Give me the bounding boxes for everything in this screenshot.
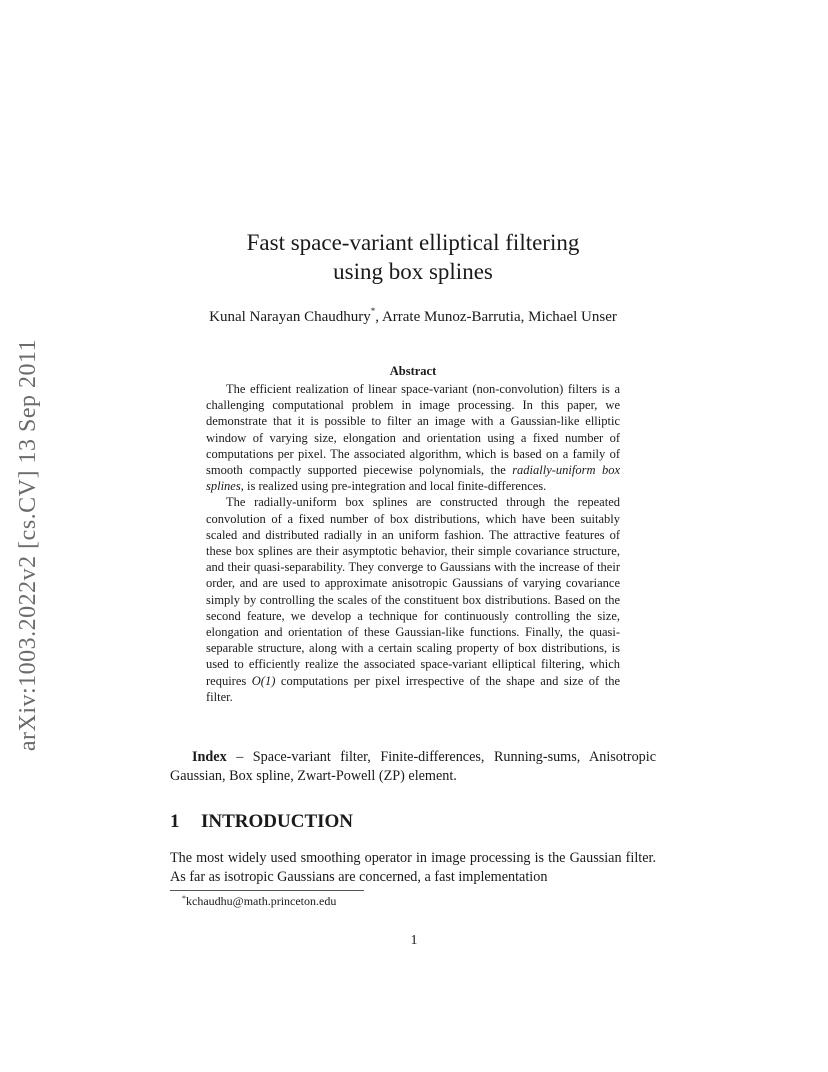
abstract-heading: Abstract bbox=[389, 364, 437, 378]
first-author: Kunal Narayan Chaudhury bbox=[209, 309, 371, 325]
abstract-p1-text: The efficient realization of linear space-variant (non-convolution) filters is a challenging computational problem in image processing. In this paper, we demonstrate that it is possible to filter an image with a Gaussian-like elliptic window of varying size, elongation and orientation using a fixed number of computations per pixel. The associated algorithm, which is based on a family of smooth compactly supported piecewise polynomials, the bbox=[206, 382, 620, 478]
index-label: Index bbox=[192, 749, 227, 765]
section-title: INTRODUCTION bbox=[201, 811, 354, 832]
arxiv-identifier-stamp: arXiv:1003.2022v2 [cs.CV] 13 Sep 2011 bbox=[15, 338, 41, 752]
abstract-paragraph-1 bbox=[206, 381, 620, 494]
title-line-2: using box splines bbox=[333, 259, 493, 284]
footnote-rule bbox=[170, 890, 364, 891]
abstract-p2-math: O(1) bbox=[251, 673, 276, 688]
section-heading bbox=[170, 811, 656, 833]
abstract-paragraph-2 bbox=[206, 494, 620, 705]
abstract-body bbox=[206, 381, 620, 705]
abstract-p2-text-end: computations per pixel irrespective of the shape and size of the filter. bbox=[206, 673, 620, 704]
footnote-email: kchaudhu@math.princeton.edu bbox=[186, 894, 337, 908]
section-number: 1 bbox=[170, 811, 180, 832]
abstract-p2-text: The radially-uniform box splines are constructed through the repeated convolution of a fixed number of box distributions, which have been suitably scaled and distributed radially in an uniform fashion. The attractive features of these box splines are their asymptotic behavior, their simple covariance structure, and their quasi-separability. They converge to Gaussians with the increase of their order, and are used to approximate anisotropic Gaussians of varying covariance simply by controlling the scales of the constituent box distributions. Based on the second feature, we develop a technique for continuously controlling the size, elongation and orientation of these Gaussian-like functions. Finally, the quasi-separable structure, along with a certain scaling property of box distributions, is used to efficiently realize the associated space-variant elliptical filtering, which requires bbox=[206, 495, 620, 688]
title-line-1: Fast space-variant elliptical filtering bbox=[246, 230, 580, 255]
abstract-p1-italic: radially-uniform box splines bbox=[206, 463, 620, 494]
footnote-marker: * bbox=[370, 306, 376, 316]
other-authors: , Arrate Munoz-Barrutia, Michael Unser bbox=[375, 309, 617, 325]
paper-title bbox=[170, 228, 656, 286]
introduction-text: The most widely used smoothing operator in image processing is the Gaussian filter. As far as isotropic Gaussians are concerned, a fast implementation bbox=[170, 850, 656, 885]
footnote bbox=[182, 894, 652, 909]
abstract-p1-text-end: , is realized using pre-integration and local finite-differences. bbox=[240, 479, 547, 494]
index-text: – Space-variant filter, Finite-differences, Running-sums, Anisotropic Gaussian, Box spline, Zwart-Powell (ZP) element. bbox=[170, 749, 656, 784]
index-terms bbox=[170, 748, 656, 786]
footnote-mark: * bbox=[182, 894, 186, 903]
page-number: 1 bbox=[410, 933, 418, 948]
author-list bbox=[170, 306, 656, 326]
